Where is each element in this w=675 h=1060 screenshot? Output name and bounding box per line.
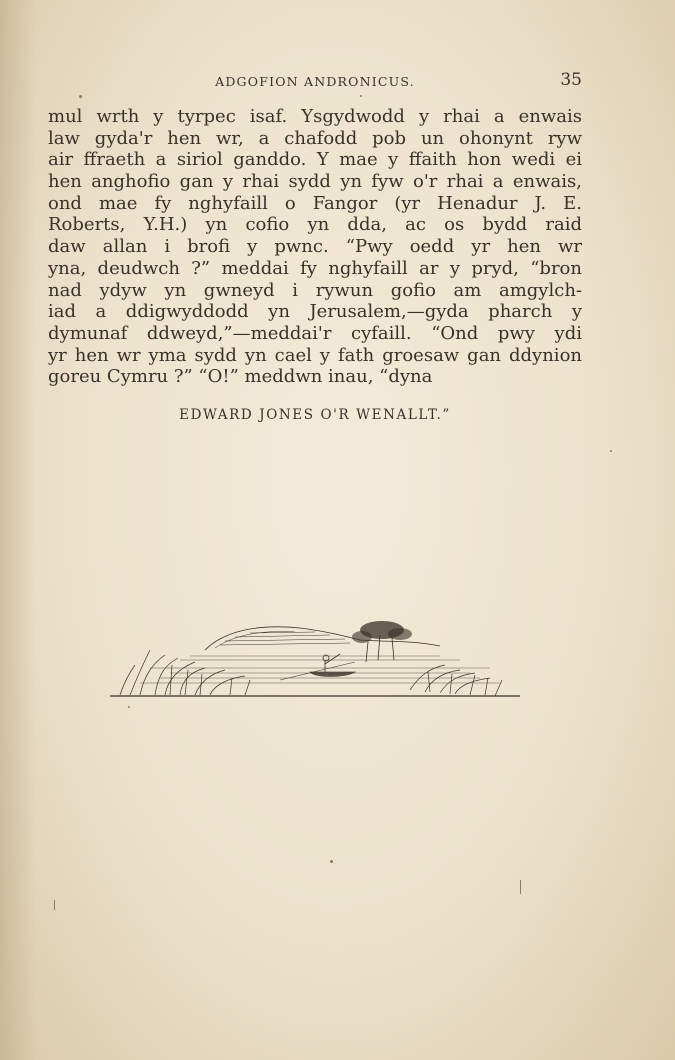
page-gutter-shadow [0,0,36,1060]
text-line: hen anghofio gan y rhai sydd yn fyw o'r rhai a enwais, [48,171,582,193]
page-number: 35 [560,70,582,90]
running-title: ADGOFION ANDRONICUS. [215,74,415,89]
water-lines [140,656,500,683]
boat [310,672,355,677]
signature-line: EDWARD JONES O'R WENALLT.” [179,407,451,423]
text-line: iad a ddigwyddodd yn Jerusalem,—gyda pharch y [48,301,582,323]
body-paragraph [48,106,582,388]
text-line: law gyda'r hen wr, a chafodd pob un ohonynt ryw [48,127,582,149]
text-line: ond mae fy nghyfaill o Fangor (yr Henadur J. E. [48,192,582,214]
landscape-vignette-illustration [110,610,520,700]
text-line: mul wrth y tyrpec isaf. Ysgydwodd y rhai a enwais [48,106,582,127]
hill-shading [215,632,350,648]
text-line: goreu Cymru ?” “O!” meddwn inau, “dyna [48,366,433,388]
text-line: dymunaf ddweyd,”—meddai'r cyfaill. “Ond pwy ydi [48,322,582,344]
text-line: daw allan i brofi y pwnc. “Pwy oedd yr hen wr [48,236,582,258]
text-line: yna, deudwch ?” meddai fy nghyfaill ar y pryd, “bron [48,257,582,279]
reeds-left [120,650,250,695]
oar [280,662,355,680]
running-header [48,70,582,92]
text-line: yr hen wr yma sydd yn cael y fath groesaw gan ddynion [48,344,582,366]
reeds-right [410,665,502,696]
text-line: Roberts, Y.H.) yn cofio yn dda, ac os bydd raid [48,214,582,236]
text-line: nad ydyw yn gwneyd i rywun gofio am amgylch- [48,279,582,301]
text-line: air ffraeth a siriol ganddo. Y mae y ffaith hon wedi ei [48,149,582,171]
